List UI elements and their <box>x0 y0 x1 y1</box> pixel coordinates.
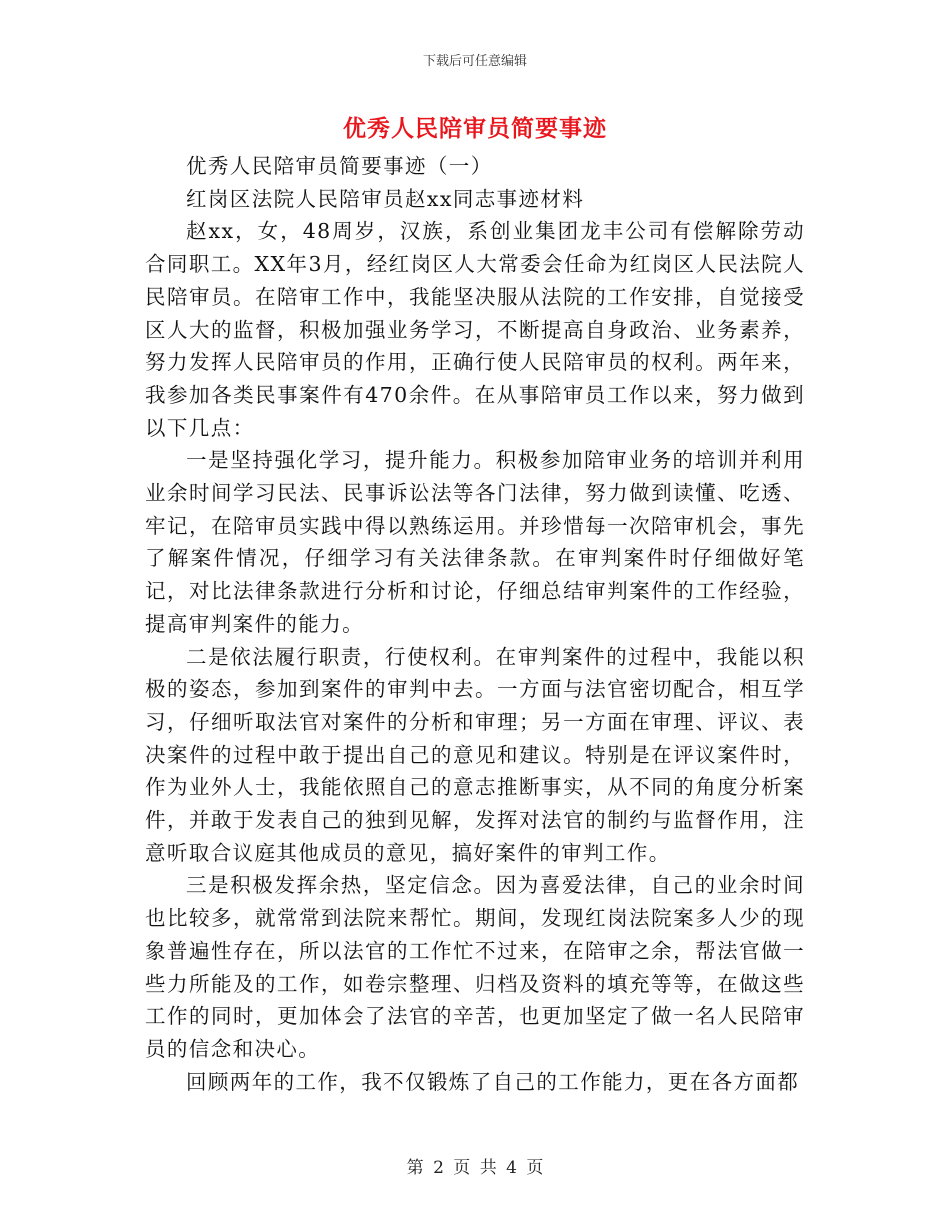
document-title: 优秀人民陪审员简要事迹 <box>343 115 607 142</box>
subtitle-paragraph: 优秀人民陪审员简要事迹（一） <box>186 154 493 178</box>
point-one-paragraph: 一是坚持强化学习，提升能力。积极参加陪审业务的培训并利用业余时间学习民法、民事诉讼法等各门法律，努力做到读懂、吃透、牢记，在陪审员实践中得以熟练运用。并珍惜每一次陪审机会，事先了解案件情况，仔细学习有关法律条款。在审判案件时仔细做好笔记，对比法律条款进行分析和讨论，仔细总结审判案件的工作经验，提高审判案件的能力。 <box>145 448 805 636</box>
page-number-footer: 第 2 页 共 4 页 <box>406 1158 544 1178</box>
intro-paragraph: 赵xx，女，48周岁，汉族，系创业集团龙丰公司有偿解除劳动合同职工。XX年3月，经红岗区人大常委会任命为红岗区人民法院人民陪审员。在陪审工作中，我能坚决服从法院的工作安排，自觉接受区人大的监督，积极加强业务学习，不断提高自身政治、业务素养，努力发挥人民陪审员的作用，正确行使人民陪审员的权利。两年来，我参加各类民事案件有470余件。在从事陪审员工作以来，努力做到以下几点： <box>145 219 805 440</box>
document-body <box>145 150 805 1098</box>
point-two-paragraph: 二是依法履行职责，行使权利。在审判案件的过程中，我能以积极的姿态，参加到案件的审判中去。一方面与法官密切配合，相互学习，仔细听取法官对案件的分析和审理；另一方面在审理、评议、表决案件的过程中敢于提出自己的意见和建议。特别是在评议案件时，作为业外人士，我能依照自己的意志推断事实，从不同的角度分析案件，并敢于发表自己的独到见解，发挥对法官的制约与监督作用，注意听取合议庭其他成员的意见，搞好案件的审判工作。 <box>145 644 805 865</box>
review-paragraph: 回顾两年的工作，我不仅锻炼了自己的工作能力，更在各方面都 <box>186 1069 800 1094</box>
page-header-note: 下载后可任意编辑 <box>422 54 527 69</box>
subject-line-paragraph: 红岗区法院人民陪审员赵xx同志事迹材料 <box>186 186 585 211</box>
point-three-paragraph: 三是积极发挥余热，坚定信念。因为喜爱法律，自己的业余时间也比较多，就常常到法院来帮忙。期间，发现红岗法院案多人少的现象普遍性存在，所以法官的工作忙不过来，在陪审之余，帮法官做一些力所能及的工作，如卷宗整理、归档及资料的填充等等，在做这些工作的同时，更加体会了法官的辛苦，也更加坚定了做一名人民陪审员的信念和决心。 <box>145 873 805 1061</box>
